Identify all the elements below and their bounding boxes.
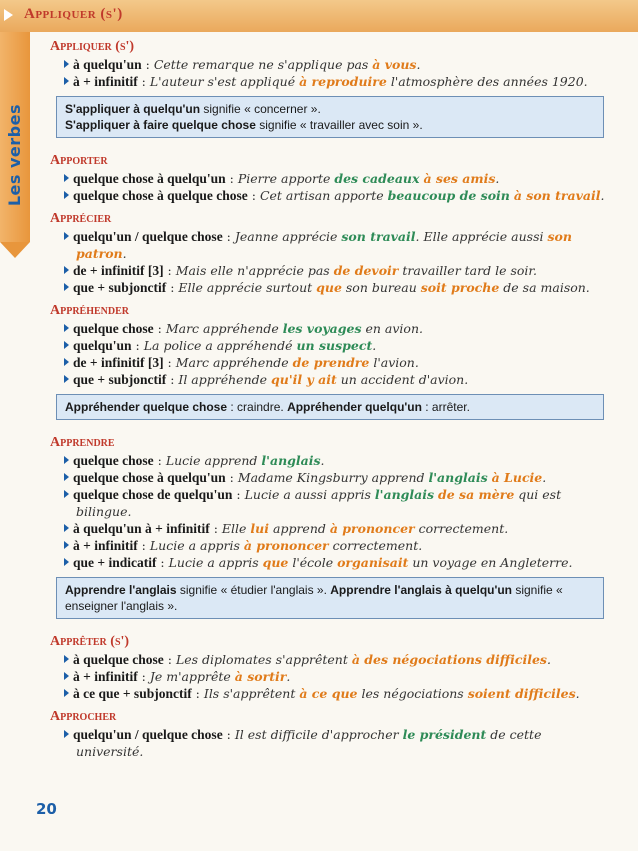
bullet-arrow-icon (64, 490, 69, 498)
text-run: correctement. (328, 538, 423, 553)
usage-pattern: à + infinitif (73, 669, 138, 684)
bullet-arrow-icon (64, 689, 69, 697)
text-run: Ils s'apprêtent (203, 686, 300, 701)
text-run: l'anglais (428, 470, 488, 485)
text-run: qu'il y ait (271, 372, 337, 387)
text-run: . (372, 338, 377, 353)
text-run: Les diplomates s'apprêtent (175, 652, 352, 667)
usage-example (150, 669, 290, 684)
text-run: à vous (372, 57, 417, 72)
note-text: signifie « concerner ». (200, 102, 321, 116)
text-run: son patron (76, 229, 572, 261)
entry-heading: Apprêter (s') (50, 634, 130, 649)
text-run: un voyage en Angleterre. (408, 555, 573, 570)
text-run: de sa maison. (499, 280, 590, 295)
text-run: à Lucie (491, 470, 543, 485)
bullet-arrow-icon (64, 324, 69, 332)
usage-example (144, 338, 377, 353)
text-run: à son travail (513, 188, 601, 203)
text-run: les négociations (357, 686, 468, 701)
usage-line (64, 726, 605, 760)
text-run: Lucie a appris (149, 538, 244, 553)
separator: : (163, 355, 176, 370)
text-run: un suspect (296, 338, 373, 353)
usage-example (169, 555, 573, 570)
separator: : (137, 669, 150, 684)
page-content (50, 38, 605, 760)
text-run: correctement. (414, 521, 509, 536)
separator: : (153, 453, 166, 468)
text-run: . (286, 669, 291, 684)
text-run: de devoir (333, 263, 399, 278)
text-run: de prendre (292, 355, 370, 370)
header-arrow-icon (4, 9, 13, 21)
separator: : (222, 229, 235, 244)
separator: : (166, 280, 179, 295)
separator: : (166, 372, 179, 387)
usage-line (64, 537, 605, 554)
usage-pattern: quelque chose à quelqu'un (73, 171, 226, 186)
text-run: à prononcer (243, 538, 329, 553)
usage-example (176, 355, 419, 370)
usage-pattern: à quelqu'un à + infinitif (73, 521, 210, 536)
usage-line (64, 371, 605, 388)
text-run: . (600, 188, 605, 203)
separator: : (163, 652, 176, 667)
separator: : (163, 263, 176, 278)
text-run: qui est bilingue. (76, 487, 562, 519)
usage-example (204, 686, 580, 701)
text-run: Je m'apprête (149, 669, 235, 684)
text-run: l'anglais (261, 453, 321, 468)
bullet-arrow-icon (64, 375, 69, 383)
bullet-arrow-icon (64, 341, 69, 349)
separator: : (153, 321, 166, 336)
text-run: de cette université. (76, 727, 542, 759)
text-run: apprend (269, 521, 330, 536)
text-run: à sortir (234, 669, 287, 684)
text-run: des cadeaux (334, 171, 420, 186)
usage-pattern: à quelque chose (73, 652, 164, 667)
text-run: soit proche (420, 280, 500, 295)
note-text: : arrêter. (421, 400, 470, 414)
text-run: Lucie a aussi appris (244, 487, 375, 502)
note-box-apprendre (56, 577, 604, 619)
entry-heading: Approcher (50, 709, 117, 724)
bullet-arrow-icon (64, 541, 69, 549)
text-run: La police a appréhendé (143, 338, 297, 353)
note-text: Appréhender quelque chose (65, 400, 228, 414)
bullet-arrow-icon (64, 558, 69, 566)
usage-example (260, 188, 604, 203)
usage-example (150, 74, 588, 89)
usage-line (64, 187, 605, 204)
usage-pattern: de + infinitif [3] (73, 355, 164, 370)
text-run: beaucoup de soin (387, 188, 510, 203)
usage-pattern: quelque chose (73, 453, 154, 468)
usage-example (238, 470, 546, 485)
text-run: Mais elle n'apprécie pas (175, 263, 334, 278)
usage-pattern: que + subjonctif (73, 372, 167, 387)
note-text: Apprendre l'anglais (65, 583, 177, 597)
usage-line (64, 320, 605, 337)
usage-example (166, 321, 423, 336)
note-text: signifie « enseigner l'anglais ». (65, 583, 563, 613)
text-run: Il appréhende (178, 372, 271, 387)
usage-pattern: à + infinitif (73, 538, 138, 553)
bullet-arrow-icon (64, 730, 69, 738)
text-run: que (316, 280, 342, 295)
note-text: : craindre. (227, 400, 288, 414)
text-run: . (495, 171, 500, 186)
note-text: S'appliquer à quelqu'un (65, 102, 201, 116)
usage-pattern: de + infinitif [3] (73, 263, 164, 278)
text-run: son travail (341, 229, 416, 244)
text-run: . (546, 652, 551, 667)
text-run: Jeanne apprécie (234, 229, 342, 244)
text-run: Elle apprécie surtout (178, 280, 317, 295)
text-run: à ce que (299, 686, 358, 701)
usage-line (64, 520, 605, 537)
usage-line (64, 354, 605, 371)
usage-pattern: quelqu'un (73, 338, 132, 353)
note-text: signifie « travailler avec soin ». (255, 118, 423, 132)
separator: : (247, 188, 260, 203)
entry-heading: Appréhender (50, 303, 130, 318)
text-run: un accident d'avion. (336, 372, 469, 387)
text-run: travailler tard le soir. (398, 263, 537, 278)
text-run: . (122, 246, 127, 261)
bullet-arrow-icon (64, 174, 69, 182)
note-text: signifie « étudier l'anglais ». (176, 583, 331, 597)
text-run: soient difficiles (467, 686, 576, 701)
separator: : (222, 727, 235, 742)
usage-pattern: que + subjonctif (73, 280, 167, 295)
separator: : (137, 538, 150, 553)
page-number: 20 (36, 800, 57, 818)
bullet-arrow-icon (64, 232, 69, 240)
separator: : (156, 555, 169, 570)
header-title: Appliquer (s') (24, 6, 123, 22)
separator: : (232, 487, 245, 502)
usage-example (176, 263, 537, 278)
usage-pattern: à + infinitif (73, 74, 138, 89)
header-band (0, 0, 638, 32)
bullet-arrow-icon (64, 473, 69, 481)
bullet-arrow-icon (64, 266, 69, 274)
text-run: . (575, 686, 580, 701)
usage-example (166, 453, 325, 468)
text-run: Marc appréhende (165, 321, 283, 336)
text-run: . Elle apprécie aussi (415, 229, 548, 244)
text-run: l'atmosphère des années 1920. (386, 74, 588, 89)
bullet-arrow-icon (64, 283, 69, 291)
note-box-apprehender (56, 394, 604, 420)
separator: : (137, 74, 150, 89)
text-run: à des négociations difficiles (351, 652, 547, 667)
usage-line (64, 554, 605, 571)
usage-pattern: quelque chose à quelque chose (73, 188, 248, 203)
usage-example (154, 57, 421, 72)
note-text: Appréhender quelqu'un (287, 400, 422, 414)
usage-line (64, 279, 605, 296)
side-tab (0, 32, 30, 242)
text-run: l'anglais (374, 487, 435, 502)
side-tab-label: Les verbes (5, 104, 24, 207)
text-run: . (542, 470, 547, 485)
separator: : (131, 338, 144, 353)
usage-line (64, 228, 605, 262)
text-run: les voyages (282, 321, 362, 336)
text-run: de sa mère (438, 487, 515, 502)
text-run: le président (402, 727, 487, 742)
text-run: Lucie apprend (165, 453, 262, 468)
separator: : (225, 171, 238, 186)
text-run: Cette remarque ne s'applique pas (153, 57, 373, 72)
text-run: organisait (337, 555, 409, 570)
text-run: que (262, 555, 289, 570)
usage-line (64, 73, 605, 90)
entry-heading: Apporter (50, 153, 108, 168)
usage-example (150, 538, 422, 553)
note-text: Apprendre l'anglais à quelqu'un (330, 583, 512, 597)
text-run: Il est difficile d'approcher (234, 727, 403, 742)
usage-example (178, 280, 589, 295)
usage-example (176, 652, 551, 667)
usage-line (64, 170, 605, 187)
usage-line (64, 262, 605, 279)
text-run: son bureau (341, 280, 421, 295)
text-run: en avion. (361, 321, 423, 336)
separator: : (191, 686, 204, 701)
text-run: Cet artisan apporte (259, 188, 388, 203)
text-run: . (416, 57, 421, 72)
usage-example (238, 171, 500, 186)
text-run: Pierre apporte (237, 171, 335, 186)
usage-line (64, 668, 605, 685)
usage-example (178, 372, 468, 387)
usage-line (64, 486, 605, 520)
usage-line (64, 452, 605, 469)
usage-pattern: à ce que + subjonctif (73, 686, 192, 701)
usage-pattern: quelqu'un / quelque chose (73, 229, 223, 244)
bullet-arrow-icon (64, 456, 69, 464)
separator: : (209, 521, 222, 536)
usage-pattern: à quelqu'un (73, 57, 142, 72)
entry-heading: Apprécier (50, 211, 112, 226)
bullet-arrow-icon (64, 191, 69, 199)
text-run: Madame Kingsburry apprend (237, 470, 429, 485)
bullet-arrow-icon (64, 60, 69, 68)
entry-heading: Appliquer (s') (50, 39, 135, 54)
usage-pattern: quelque chose de quelqu'un (73, 487, 233, 502)
text-run: à prononcer (329, 521, 415, 536)
side-tab-arrow-icon (0, 242, 30, 258)
entry-heading: Apprendre (50, 435, 115, 450)
bullet-arrow-icon (64, 672, 69, 680)
text-run: à ses amis (423, 171, 496, 186)
usage-line (64, 651, 605, 668)
text-run: . (320, 453, 325, 468)
separator: : (141, 57, 154, 72)
text-run: L'auteur s'est appliqué (149, 74, 300, 89)
text-run: l'école (288, 555, 338, 570)
usage-pattern: quelque chose à quelqu'un (73, 470, 226, 485)
text-run: Lucie a appris (168, 555, 263, 570)
separator: : (225, 470, 238, 485)
text-run: Marc appréhende (175, 355, 293, 370)
bullet-arrow-icon (64, 655, 69, 663)
note-text: S'appliquer à faire quelque chose (65, 118, 256, 132)
usage-pattern: que + indicatif (73, 555, 157, 570)
text-run: l'avion. (369, 355, 419, 370)
note-box-appliquer (56, 96, 604, 138)
usage-line (64, 685, 605, 702)
usage-pattern: quelqu'un / quelque chose (73, 727, 223, 742)
usage-line (64, 56, 605, 73)
usage-pattern: quelque chose (73, 321, 154, 336)
bullet-arrow-icon (64, 524, 69, 532)
text-run: à reproduire (299, 74, 387, 89)
text-run: Elle (221, 521, 251, 536)
text-run: lui (250, 521, 270, 536)
usage-line (64, 337, 605, 354)
usage-line (64, 469, 605, 486)
bullet-arrow-icon (64, 358, 69, 366)
bullet-arrow-icon (64, 77, 69, 85)
usage-example (222, 521, 508, 536)
